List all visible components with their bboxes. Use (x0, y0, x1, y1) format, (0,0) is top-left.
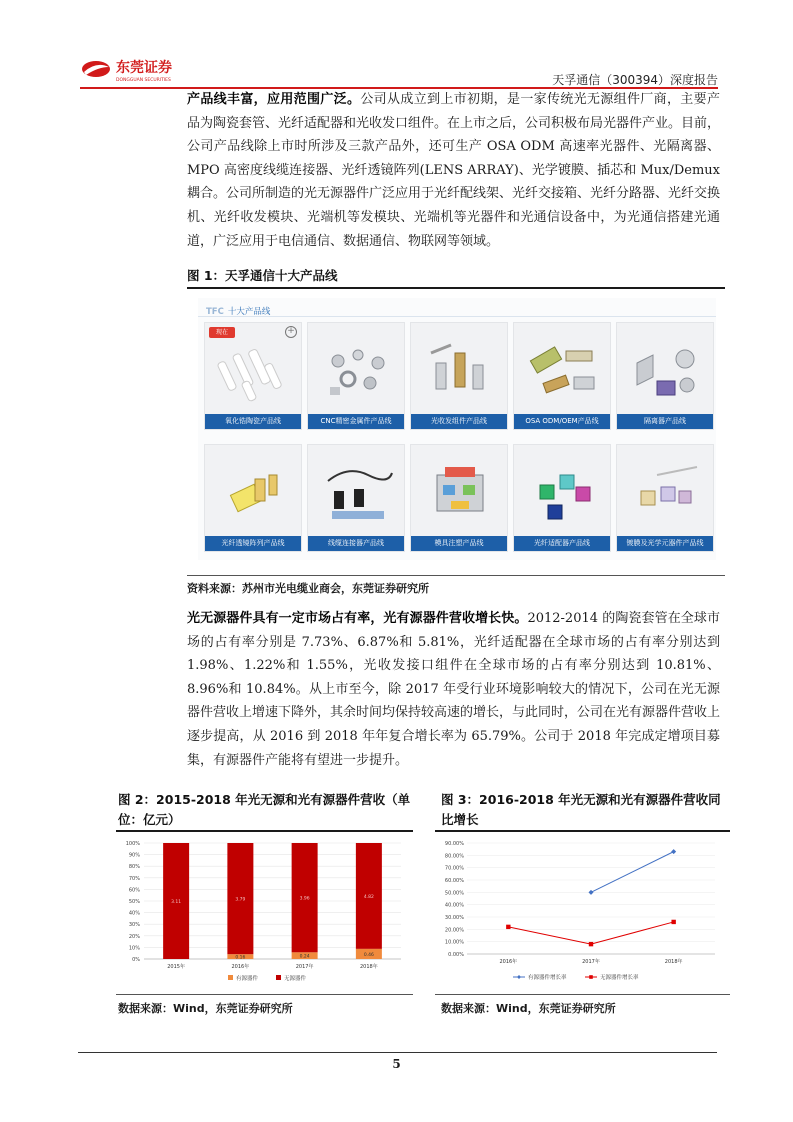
figure2-title: 图 2：2015-2018 年光无源和光有源器件营收（单位：亿元） (118, 792, 411, 827)
product-tile (513, 444, 611, 552)
figure3-source: 数据来源：Wind，东莞证券研究所 (441, 1002, 616, 1015)
fiber-adapter-icon (514, 445, 612, 537)
transceiver-component-icon (411, 323, 509, 415)
cable-connector-icon (308, 445, 406, 537)
figure3-top-rule (435, 830, 730, 832)
y-tick-label: 100% (125, 841, 140, 847)
figure1-bottom-rule (187, 575, 725, 576)
y-tick-label: 0.00% (448, 952, 464, 958)
x-tick-label: 2016年 (499, 959, 518, 965)
y-tick-label: 30.00% (444, 915, 464, 921)
figure2-top-rule (116, 830, 413, 832)
product-tile (410, 444, 508, 552)
data-point (671, 849, 676, 854)
product-tile (616, 322, 714, 430)
product-tile (616, 444, 714, 552)
panel-logo: TFC (206, 307, 224, 317)
legend-label: 有源器件 (236, 976, 259, 982)
x-tick-label: 2017年 (582, 959, 600, 965)
y-tick-label: 80% (128, 864, 140, 871)
product-tile (204, 444, 302, 552)
product-label: OSA ODM/OEM产品线 (514, 414, 610, 429)
x-tick-label: 2018年 (360, 964, 378, 970)
paragraph-market-share (187, 607, 720, 772)
footer-divider (78, 1052, 717, 1053)
y-tick-label: 70.00% (444, 865, 464, 872)
panel-divider (198, 316, 716, 317)
data-label: 0.24 (299, 954, 310, 960)
product-label: 隔离器产品线 (617, 414, 713, 429)
figure3-bottom-rule (435, 994, 730, 995)
legend-swatch (228, 975, 233, 980)
logo-text: 东莞证券 (116, 60, 172, 76)
zoom-icon[interactable]: + (285, 326, 297, 338)
product-tile (410, 322, 508, 430)
legend-label: 无源器件增长率 (600, 975, 639, 981)
legend-label: 有源器件增长率 (528, 975, 567, 981)
y-tick-label: 90.00% (444, 841, 464, 847)
legend-marker (517, 975, 521, 979)
series-line (591, 852, 674, 893)
product-label: 镀膜及光学元器件产品线 (617, 536, 713, 551)
product-label: 光纤适配器产品线 (514, 536, 610, 551)
optical-coating-icon (617, 445, 715, 537)
paragraph-body: 公司从成立到上市初期，是一家传统光无源组件厂商，主要产品为陶瓷套管、光纤适配器和光收发口组件。在上市之后，公司积极布局光器件产业。目前，公司产品线除上市时所涉及三款产品外，还可生产 OSA ODM 高速率光器件、光隔离器、MPO 高密度线缆连接器、光纤透镜阵列(LENS ARRAY)、光学镀膜、插芯和 Mux/Demux 耦合。公司所制造的光无源器件广泛应用于光纤配线架、光纤交接箱、光纤分路器、光纤交换机、光纤收发模块、光端机等发模块、光端机等光器件和光通信设备中，为光通信搭建光通道，广泛应用于电信通信、数据通信、物联网等领域。 (187, 92, 721, 249)
logo-subtext: DONGGUAN SECURITIES (116, 78, 171, 83)
figure1-source: 资料来源：苏州市光电缆业商会，东莞证券研究所 (187, 582, 429, 595)
line-chart (435, 833, 730, 991)
paragraph-product-lines (187, 88, 720, 253)
osa-module-icon (514, 323, 612, 415)
y-tick-label: 70% (128, 875, 140, 882)
data-point (589, 890, 594, 895)
data-point (589, 942, 593, 946)
paragraph-lead: 光无源器件具有一定市场占有率，光有源器件营收增长快。 (187, 611, 528, 626)
product-label: 氧化锆陶瓷产品线 (205, 414, 301, 429)
product-tile (513, 322, 611, 430)
x-tick-label: 2015年 (167, 964, 185, 970)
new-badge: 现在 (209, 327, 235, 338)
x-tick-label: 2017年 (295, 964, 314, 970)
y-tick-label: 10% (128, 945, 140, 952)
metal-parts-icon (308, 323, 406, 415)
product-label: CNC精密金属件产品线 (308, 414, 404, 429)
y-tick-label: 80.00% (444, 853, 464, 860)
x-tick-label: 2016年 (231, 964, 250, 970)
page-number: 5 (392, 1057, 401, 1071)
y-tick-label: 40% (128, 910, 140, 917)
isolator-icon (617, 323, 715, 415)
data-label: 3.96 (299, 896, 310, 902)
product-label: 线缆连接器产品线 (308, 536, 404, 551)
stacked-bar-chart (116, 833, 413, 991)
data-label: 0.46 (363, 952, 374, 958)
x-tick-label: 2018年 (664, 959, 683, 965)
lens-array-icon (205, 445, 303, 537)
paragraph-body: 2012-2014 的陶瓷套管在全球市场的占有率分别是 7.73%、6.87%和 5.81%，光纤适配器在全球市场的占有率分别达到 1.98%、1.22%和 1.55%，光收发接口组件在全球市场的占有率分别达到 10.81%、8.96%和 10.84%。从上市至今，除 2017 年受行业环境影响较大的情况下，公司在光无源器件营收上增速下降外，其余时间均保持较高速的增长，与此同时，公司在光有源器件营收上逐步提高，从 2016 到 2018 年年复合增长率为 65.79%。公司于 2018 年完成定增项目募集，有源器件产能将有望进一步提升。 (187, 611, 721, 768)
y-tick-label: 20% (128, 933, 140, 940)
series-line (508, 922, 673, 944)
y-tick-label: 30% (128, 922, 140, 929)
y-tick-label: 0% (132, 957, 140, 963)
product-label: 模具注塑产品线 (411, 536, 507, 551)
y-tick-label: 10.00% (444, 939, 464, 946)
report-title: 天孚通信（300394）深度报告 (552, 73, 718, 87)
paragraph-lead: 产品线丰富，应用范围广泛。 (187, 92, 361, 107)
product-tile (307, 322, 405, 430)
y-tick-label: 50.00% (444, 890, 464, 897)
data-label: 0.16 (235, 955, 246, 961)
data-point (506, 925, 510, 929)
figure1-title: 图 1：天孚通信十大产品线 (187, 268, 338, 283)
product-lines-image (198, 298, 716, 560)
y-tick-label: 20.00% (444, 927, 464, 934)
legend-swatch (276, 975, 281, 980)
figure3-title: 图 3：2016-2018 年光无源和光有源器件营收同比增长 (441, 792, 721, 827)
figure1-top-rule (187, 287, 725, 289)
legend-marker (589, 975, 593, 979)
y-tick-label: 60.00% (444, 878, 464, 884)
panel-heading-text: 十大产品线 (227, 307, 271, 317)
company-logo (80, 55, 220, 85)
y-tick-label: 60% (128, 887, 140, 894)
y-tick-label: 40.00% (444, 902, 464, 909)
data-point (671, 920, 675, 924)
product-tile (204, 322, 302, 430)
product-tile (307, 444, 405, 552)
data-label: 4.82 (363, 894, 374, 900)
data-label: 3.11 (171, 900, 182, 905)
legend-label: 无源器件 (284, 976, 307, 982)
y-tick-label: 90% (128, 852, 140, 859)
figure2-bottom-rule (116, 994, 413, 995)
figure2-source: 数据来源：Wind，东莞证券研究所 (118, 1002, 293, 1015)
injection-mold-icon (411, 445, 509, 537)
y-tick-label: 50% (128, 899, 140, 905)
product-label: 光纤透镜阵列产品线 (205, 536, 301, 551)
product-label: 光收发组件产品线 (411, 414, 507, 429)
data-label: 3.79 (235, 897, 246, 903)
